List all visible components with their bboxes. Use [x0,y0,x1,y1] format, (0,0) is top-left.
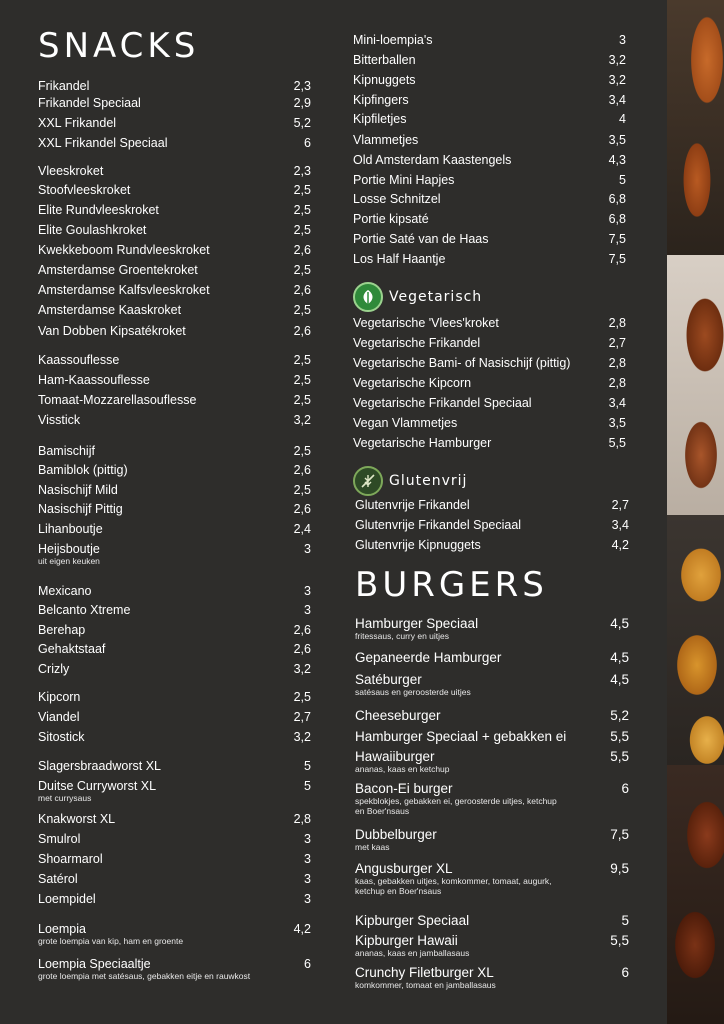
menu-item-snacks-left [38,282,311,300]
menu-item-snacks-right [353,191,626,209]
menu-item-snacks-left [38,462,311,480]
menu-item-snacks-left [38,163,311,181]
item-name: Ham-Kaassouflesse [38,373,150,387]
menu-item-snacks-left [38,811,311,829]
item-name: Vegetarische Kipcorn [353,376,472,390]
item-price: 2,6 [293,642,311,656]
menu-item-burgers [355,708,629,726]
item-price: 3,4 [608,396,626,410]
item-name: Dubbelburger [355,827,437,842]
item-price: 3,2 [293,413,311,427]
menu-item-snacks-left [38,583,311,601]
menu-item-snacks-left [38,135,311,153]
item-price: 3 [304,584,311,598]
menu-item-snacks-left [38,641,311,659]
item-name: Heijsboutje [38,542,100,556]
item-price: 2,6 [293,463,311,477]
item-price: 2,6 [293,243,311,257]
item-name: Kipfingers [353,93,409,107]
item-name: Amsterdamse Groentekroket [38,263,198,277]
item-price: 3,4 [608,93,626,107]
menu-item-vegetarisch [353,335,626,353]
item-name: Bacon-Ei burger [355,781,453,796]
item-name: Elite Goulashkroket [38,223,147,237]
item-price: 6 [304,136,311,150]
item-price: 5 [619,173,626,187]
menu-item-snacks-left [38,661,311,679]
menu-item-snacks-right [353,111,626,129]
item-name: Vegan Vlammetjes [353,416,458,430]
item-name: Satéburger [355,672,422,687]
item-name: Hamburger Speciaal [355,616,479,631]
item-price: 2,5 [293,203,311,217]
menu-item-burgers [355,913,629,931]
item-name: Bitterballen [353,53,416,67]
photo-kroketten [667,255,724,515]
item-price: 4,5 [610,650,629,665]
item-name: Vleeskroket [38,164,104,178]
item-price: 6 [621,781,629,796]
item-price: 2,5 [293,690,311,704]
item-name: Kipcorn [38,690,81,704]
item-name: Angusburger XL [355,861,453,876]
menu-item-burgers [355,650,629,668]
menu-item-vegetarisch [353,355,626,373]
item-price: 2,6 [293,283,311,297]
item-price: 2,7 [608,336,626,350]
item-price: 3,2 [293,662,311,676]
item-name: Bamiblok (pittig) [38,463,128,477]
item-price: 4,3 [608,153,626,167]
item-price: 7,5 [608,252,626,266]
item-name: Glutenvrije Frikandel [355,498,470,512]
menu-item-snacks-right [353,152,626,170]
item-price: 4,2 [293,922,311,936]
menu-item-snacks-left [38,202,311,220]
menu-item-snacks-right [353,231,626,249]
menu-item-snacks-left [38,891,311,909]
photo-sate [667,765,724,1024]
menu-item-snacks-right [353,72,626,90]
item-name: Shoarmarol [38,852,103,866]
menu-item-vegetarisch [353,395,626,413]
item-price: 2,5 [293,373,311,387]
menu-item-snacks-left [38,115,311,133]
item-price: 2,8 [608,356,626,370]
item-description-line2: en Boer'nsaus [355,806,410,816]
item-name: Glutenvrije Kipnuggets [355,538,481,552]
item-name: XXL Frikandel Speciaal [38,136,168,150]
menu-item-snacks-right [353,52,626,70]
item-price: 5,5 [610,933,629,948]
menu-item-glutenvrij [355,517,629,535]
item-price: 2,5 [293,303,311,317]
menu-item-snacks-left [38,222,311,240]
item-price: 2,5 [293,393,311,407]
food-photo-strip [667,0,724,1024]
item-description: met currysaus [38,793,92,803]
item-price: 4,5 [610,616,629,631]
item-description: kaas, gebakken uitjes, komkommer, tomaat, augurk, [355,876,552,886]
item-name: Lihanboutje [38,522,103,536]
item-name: Kipnuggets [353,73,416,87]
item-price: 2,7 [293,710,311,724]
item-price: 7,5 [610,827,629,842]
menu-item-snacks-left [38,521,311,539]
item-name: Satérol [38,872,78,886]
menu-item-snacks-left [38,778,311,803]
item-name: Amsterdamse Kaaskroket [38,303,182,317]
item-name: Belcanto Xtreme [38,603,131,617]
menu-item-snacks-right [353,32,626,50]
item-price: 3 [619,33,626,47]
item-name: Losse Schnitzel [353,192,441,206]
item-price: 6,8 [608,192,626,206]
item-price: 3 [304,603,311,617]
item-price: 2,5 [293,353,311,367]
leaf-badge-icon [353,282,383,312]
menu-item-burgers [355,933,629,958]
item-price: 2,8 [608,376,626,390]
item-price: 3,5 [608,133,626,147]
burgers-heading: BURGERS [355,565,548,605]
item-price: 5 [304,759,311,773]
item-name: Crizly [38,662,70,676]
item-name: Portie Mini Hapjes [353,173,455,187]
vegetarisch-heading [353,282,482,312]
menu-item-snacks-right [353,251,626,269]
item-name: Kwekkeboom Rundvleeskroket [38,243,210,257]
item-name: Amsterdamse Kalfsvleeskroket [38,283,210,297]
item-name: XXL Frikandel [38,116,117,130]
snacks-heading: SNACKS [38,26,200,66]
menu-item-snacks-left [38,78,311,96]
menu-item-snacks-left [38,729,311,747]
item-price: 2,5 [293,444,311,458]
menu-item-snacks-left [38,323,311,341]
item-name: Sitostick [38,730,85,744]
item-name: Gepaneerde Hamburger [355,650,502,665]
item-description: spekblokjes, gebakken ei, geroosterde uitjes, ketchup [355,796,557,806]
menu-item-snacks-left [38,443,311,461]
item-name: Loempia [38,922,86,936]
item-price: 5,5 [610,729,629,744]
item-name: Kipburger Hawaii [355,933,458,948]
menu-item-snacks-left [38,689,311,707]
menu-item-burgers [355,861,629,896]
menu-item-snacks-left [38,352,311,370]
menu-item-snacks-left [38,182,311,200]
item-name: Loempidel [38,892,96,906]
glutenvrij-label: Glutenvrij [389,473,468,489]
item-name: Vegetarische 'Vlees'kroket [353,316,499,330]
item-name: Visstick [38,413,81,427]
item-description: grote loempia met satésaus, gebakken eitje en rauwkost [38,971,251,981]
item-name: Crunchy Filetburger XL [355,965,494,980]
menu-item-snacks-right [353,211,626,229]
menu-item-snacks-left [38,482,311,500]
menu-item-snacks-left [38,392,311,410]
item-name: Viandel [38,710,80,724]
item-price: 5,5 [610,749,629,764]
item-price: 2,5 [293,183,311,197]
menu-item-snacks-left [38,302,311,320]
item-name: Nasischijf Mild [38,483,118,497]
item-name: Slagersbraadworst XL [38,759,161,773]
item-price: 4 [619,112,626,126]
menu-item-vegetarisch [353,315,626,333]
item-price: 2,7 [611,498,629,512]
item-name: Berehap [38,623,86,637]
item-price: 3 [304,832,311,846]
item-name: Vegetarische Frikandel Speciaal [353,396,532,410]
item-price: 6 [304,957,311,971]
item-description: fritessaus, curry en uitjes [355,631,450,641]
item-name: Loempia Speciaaltje [38,957,151,971]
menu-item-snacks-left [38,709,311,727]
glutenvrij-heading [353,466,467,496]
photo-nuggets [667,515,724,765]
item-description: ananas, kaas en jamballasaus [355,948,470,958]
item-price: 3,5 [608,416,626,430]
item-name: Frikandel Speciaal [38,96,141,110]
item-name: Duitse Curryworst XL [38,779,157,793]
item-price: 5 [304,779,311,793]
item-price: 2,5 [293,263,311,277]
item-price: 2,3 [293,79,311,93]
menu-item-snacks-left [38,95,311,113]
item-price: 5,2 [293,116,311,130]
item-price: 3,2 [608,73,626,87]
menu-item-glutenvrij [355,537,629,555]
item-price: 2,8 [608,316,626,330]
menu-item-snacks-left [38,831,311,849]
gluten-free-badge-icon [353,466,383,496]
menu-item-snacks-left [38,501,311,519]
menu-item-vegetarisch [353,435,626,453]
menu-item-burgers [355,827,629,852]
photo-frikandellen [667,0,724,255]
item-name: Kipfiletjes [353,112,407,126]
item-name: Hamburger Speciaal + gebakken ei [355,729,567,744]
item-name: Portie Saté van de Haas [353,232,489,246]
vegetarisch-label: Vegetarisch [389,289,483,305]
menu-item-burgers [355,672,629,697]
item-name: Hawaiiburger [355,749,435,764]
item-name: Kaassouflesse [38,353,120,367]
item-price: 2,5 [293,483,311,497]
item-price: 3 [304,542,311,556]
item-price: 2,5 [293,223,311,237]
item-price: 2,6 [293,324,311,338]
menu-item-snacks-left [38,921,311,946]
menu-item-snacks-left [38,412,311,430]
item-name: Knakworst XL [38,812,116,826]
item-price: 2,6 [293,623,311,637]
menu-item-snacks-left [38,541,311,566]
menu-item-burgers [355,749,629,774]
item-name: Vlammetjes [353,133,419,147]
menu-item-snacks-right [353,92,626,110]
item-name: Vegetarische Frikandel [353,336,481,350]
item-description: satésaus en geroosterde uitjes [355,687,471,697]
item-price: 3 [304,872,311,886]
item-name: Mini-loempia's [353,33,433,47]
item-price: 2,3 [293,164,311,178]
item-name: Bamischijf [38,444,95,458]
item-price: 6 [621,965,629,980]
item-name: Tomaat-Mozzarellasouflesse [38,393,197,407]
item-name: Old Amsterdam Kaastengels [353,153,512,167]
menu-item-vegetarisch [353,375,626,393]
menu-item-snacks-left [38,956,311,981]
item-name: Frikandel [38,79,90,93]
item-price: 3,2 [608,53,626,67]
menu-item-snacks-right [353,132,626,150]
menu-item-burgers [355,729,629,747]
item-name: Van Dobben Kipsatékroket [38,324,186,338]
menu-item-burgers [355,781,629,816]
item-description: met kaas [355,842,390,852]
item-price: 4,5 [610,672,629,687]
item-price: 5,5 [608,436,626,450]
menu-item-snacks-left [38,622,311,640]
item-description: komkommer, tomaat en jamballasaus [355,980,496,990]
item-name: Mexicano [38,584,92,598]
item-name: Kipburger Speciaal [355,913,470,928]
item-price: 2,6 [293,502,311,516]
item-price: 3,2 [293,730,311,744]
item-price: 2,8 [293,812,311,826]
menu-item-burgers [355,616,629,641]
item-name: Nasischijf Pittig [38,502,123,516]
item-name: Los Half Haantje [353,252,446,266]
item-price: 5,2 [610,708,629,723]
item-price: 3 [304,892,311,906]
menu-item-snacks-left [38,851,311,869]
item-price: 3,4 [611,518,629,532]
item-name: Vegetarische Bami- of Nasischijf (pittig) [353,356,571,370]
item-description: grote loempia van kip, ham en groente [38,936,184,946]
menu-item-vegetarisch [353,415,626,433]
item-name: Elite Rundvleeskroket [38,203,159,217]
item-name: Stoofvleeskroket [38,183,131,197]
item-name: Portie kipsaté [353,212,429,226]
item-description-line2: ketchup en Boer'nsaus [355,886,442,896]
menu-item-snacks-left [38,758,311,776]
item-price: 4,2 [611,538,629,552]
item-name: Glutenvrije Frikandel Speciaal [355,518,522,532]
menu-item-snacks-left [38,602,311,620]
item-name: Vegetarische Hamburger [353,436,492,450]
item-price: 3 [304,852,311,866]
item-price: 7,5 [608,232,626,246]
menu-item-snacks-left [38,242,311,260]
menu-item-burgers [355,965,629,990]
item-description: uit eigen keuken [38,556,100,566]
item-description: ananas, kaas en ketchup [355,764,450,774]
item-price: 2,4 [293,522,311,536]
menu-item-snacks-right [353,172,626,190]
menu-item-snacks-left [38,262,311,280]
menu-item-glutenvrij [355,497,629,515]
item-name: Smulrol [38,832,81,846]
menu-item-snacks-left [38,871,311,889]
item-name: Gehaktstaaf [38,642,106,656]
item-price: 9,5 [610,861,629,876]
item-name: Cheeseburger [355,708,441,723]
item-price: 5 [621,913,629,928]
item-price: 6,8 [608,212,626,226]
menu-item-snacks-left [38,372,311,390]
item-price: 2,9 [293,96,311,110]
